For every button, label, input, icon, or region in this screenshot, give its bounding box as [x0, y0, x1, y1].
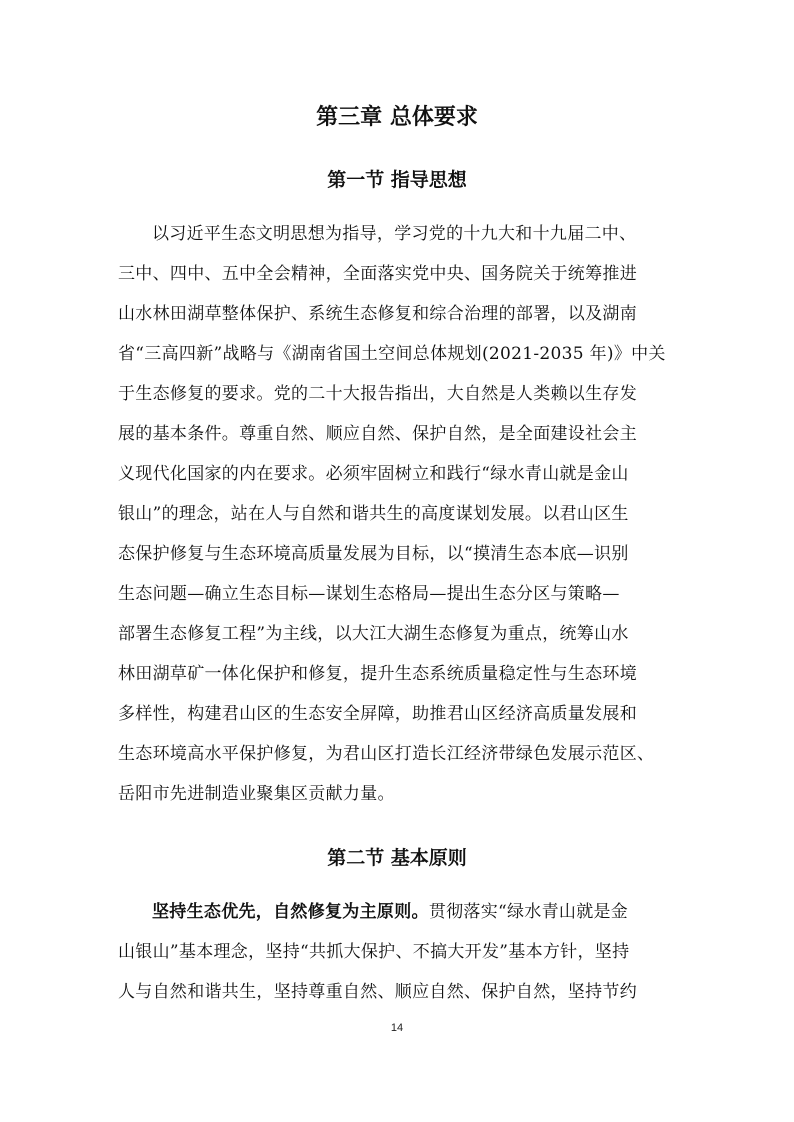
- paragraph-line: 岳阳市先进制造业聚集区贡献力量。: [118, 784, 395, 804]
- chapter-title: 第三章 总体要求: [316, 105, 478, 130]
- paragraph-line: 银山”的理念，站在人与自然和谐共生的高度谋划发展。以君山区生: [118, 504, 629, 524]
- paragraph-line: 生态环境高水平保护修复，为君山区打造长江经济带绿色发展示范区、: [118, 744, 655, 764]
- section-title-basic-principles: 第二节 基本原则: [327, 847, 467, 869]
- paragraph-line: 以习近平生态文明思想为指导，学习党的十九大和十九届二中、: [152, 224, 637, 244]
- paragraph-line: 多样性，构建君山区的生态安全屏障，助推君山区经济高质量发展和: [118, 704, 637, 724]
- paragraph-line: 展的基本条件。尊重自然、顺应自然、保护自然，是全面建设社会主: [118, 424, 637, 444]
- principle-lead: 坚持生态优先，自然修复为主原则。: [152, 902, 429, 922]
- paragraph-line: 态保护修复与生态环境高质量发展为目标，以“摸清生态本底—识别: [118, 544, 629, 564]
- paragraph-line: 于生态修复的要求。党的二十大报告指出，大自然是人类赖以生存发: [118, 384, 637, 404]
- paragraph-line: 义现代化国家的内在要求。必须牢固树立和践行“绿水青山就是金山: [118, 464, 629, 484]
- paragraph-line: 省“三高四新”战略与《湖南省国土空间总体规划(2021-2035 年)》中关: [118, 344, 666, 364]
- paragraph-line: 林田湖草矿一体化保护和修复，提升生态系统质量稳定性与生态环境: [118, 664, 637, 684]
- guiding-ideology-paragraph: [118, 214, 678, 814]
- paragraph-line: 部署生态修复工程”为主线，以大江大湖生态修复为重点，统筹山水: [118, 624, 629, 644]
- paragraph-line: 山水林田湖草整体保护、系统生态修复和综合治理的部署，以及湖南: [118, 304, 637, 324]
- paragraph-line: 人与自然和谐共生，坚持尊重自然、顺应自然、保护自然，坚持节约: [118, 982, 637, 1002]
- section-title-guiding-ideology: 第一节 指导思想: [327, 169, 467, 191]
- paragraph-first-line: [118, 892, 678, 932]
- paragraph-line-rest: 贯彻落实“绿水青山就是金: [428, 902, 629, 922]
- paragraph-line: 生态问题—确立生态目标—谋划生态格局—提出生态分区与策略—: [118, 584, 620, 604]
- paragraph-line: 三中、四中、五中全会精神，全面落实党中央、国务院关于统筹推进: [118, 264, 637, 284]
- basic-principles-paragraph: [118, 892, 678, 1012]
- page-number: 14: [390, 1022, 404, 1034]
- paragraph-line: 山银山”基本理念，坚持“共抓大保护、不搞大开发”基本方针，坚持: [118, 942, 630, 962]
